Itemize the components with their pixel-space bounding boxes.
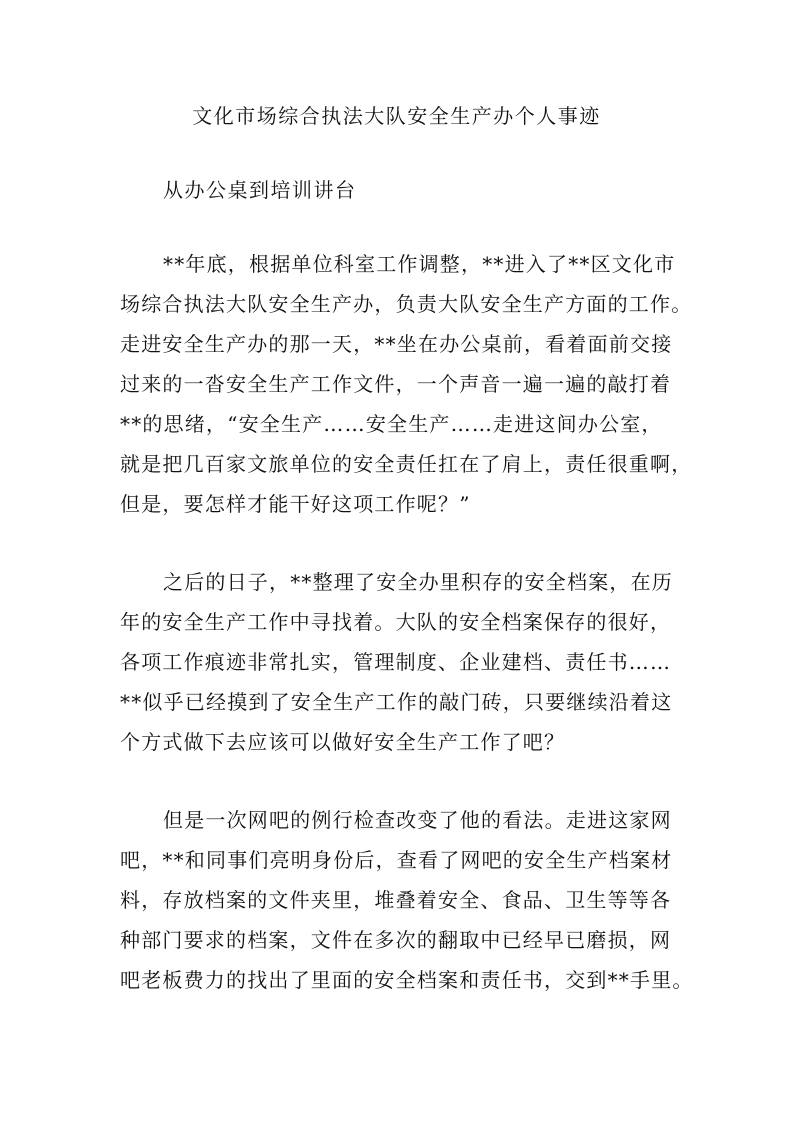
- paragraph-3: [120, 800, 694, 1000]
- paragraph-line: 各项工作痕迹非常扎实，管理制度、企业建档、责任书……: [120, 650, 672, 674]
- paragraph-line: **似乎已经摸到了安全生产工作的敲门砖，只要继续沿着这: [120, 690, 673, 714]
- paragraph-1: [120, 244, 693, 524]
- paragraph-line: 种部门要求的档案，文件在多次的翻取中已经早已磨损，网: [120, 928, 672, 952]
- paragraph-line: 就是把几百家文旅单位的安全责任扛在了肩上，责任很重啊，: [120, 452, 693, 476]
- paragraph-line: 走进安全生产办的那一天，**坐在办公桌前，看着面前交接: [120, 332, 673, 356]
- paragraph-line: 但是一次网吧的例行检查改变了他的看法。走进这家网: [163, 808, 672, 832]
- document-title: 文化市场综合执法大队安全生产办个人事迹: [192, 104, 601, 128]
- paragraph-line: **的思绪，“安全生产……安全生产……走进这间办公室，: [120, 412, 663, 436]
- paragraph-line: 料，存放档案的文件夹里，堆叠着安全、食品、卫生等等各: [120, 888, 672, 912]
- paragraph-2: [120, 562, 690, 762]
- paragraph-line: 之后的日子，**整理了安全办里积存的安全档案，在历: [163, 570, 673, 594]
- paragraph-line: 个方式做下去应该可以做好安全生产工作了吧？: [120, 730, 566, 754]
- paragraph-line: 年的安全生产工作中寻找着。大队的安全档案保存的很好，: [120, 610, 672, 634]
- paragraph-line: 但是，要怎样才能干好这项工作呢？”: [120, 492, 471, 516]
- paragraph-line: 吧老板费力的找出了里面的安全档案和责任书，交到**手里。: [120, 968, 694, 992]
- paragraph-line: 吧，**和同事们亮明身份后，查看了网吧的安全生产档案材: [120, 848, 673, 872]
- paragraph-line: 过来的一沓安全生产工作文件，一个声音一遍一遍的敲打着: [120, 372, 672, 396]
- paragraph-line: 场综合执法大队安全生产办，负责大队安全生产方面的工作。: [120, 292, 693, 316]
- document-subtitle: 从办公桌到培训讲台: [163, 178, 357, 202]
- paragraph-line: **年底，根据单位科室工作调整，**进入了**区文化市: [163, 252, 676, 276]
